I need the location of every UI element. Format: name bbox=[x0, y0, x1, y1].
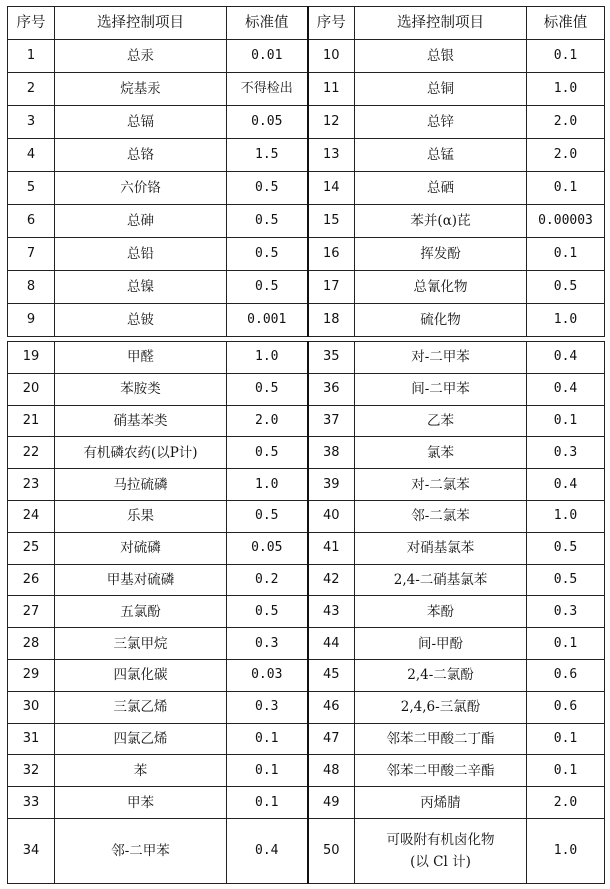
item-name: 四氯乙烯 bbox=[55, 723, 227, 755]
standard-value: 1.0 bbox=[527, 73, 605, 106]
row-number: 2 bbox=[8, 73, 55, 106]
item-name: 甲醛 bbox=[55, 342, 227, 374]
row-number: 26 bbox=[8, 564, 55, 596]
standard-value: 0.5 bbox=[527, 271, 605, 304]
item-name: 邻-二甲苯 bbox=[55, 818, 227, 883]
standard-value: 0.1 bbox=[527, 40, 605, 73]
row-number: 1 bbox=[8, 40, 55, 73]
table-row bbox=[8, 596, 605, 628]
row-number: 4 bbox=[8, 139, 55, 172]
item-name: 间-二甲苯 bbox=[355, 373, 527, 405]
standard-value: 0.05 bbox=[227, 106, 308, 139]
table-part-2 bbox=[8, 342, 605, 884]
item-name: 邻苯二甲酸二丁酯 bbox=[355, 723, 527, 755]
standard-value: 2.0 bbox=[527, 139, 605, 172]
item-name: 四氯化碳 bbox=[55, 659, 227, 691]
standard-value: 0.001 bbox=[227, 304, 308, 337]
item-name: 总锰 bbox=[355, 139, 527, 172]
standard-value: 1.0 bbox=[227, 342, 308, 374]
standard-value: 0.5 bbox=[227, 238, 308, 271]
standard-value: 0.5 bbox=[227, 500, 308, 532]
standard-value: 1.0 bbox=[527, 304, 605, 337]
item-name: 总铬 bbox=[55, 139, 227, 172]
item-name: 2,4-二硝基氯苯 bbox=[355, 564, 527, 596]
item-name: 对-二氯苯 bbox=[355, 469, 527, 501]
row-number: 6 bbox=[8, 205, 55, 238]
table-row bbox=[8, 564, 605, 596]
standard-value: 0.1 bbox=[527, 628, 605, 660]
standard-value: 0.5 bbox=[227, 596, 308, 628]
item-name: 2,4-二氯酚 bbox=[355, 659, 527, 691]
item-name: 对硫磷 bbox=[55, 532, 227, 564]
standard-value: 0.4 bbox=[527, 469, 605, 501]
row-number: 32 bbox=[8, 755, 55, 787]
header-no: 序号 bbox=[308, 7, 355, 40]
item-name: 总铍 bbox=[55, 304, 227, 337]
header-row bbox=[8, 7, 605, 40]
standard-value: 0.6 bbox=[527, 691, 605, 723]
table-row bbox=[8, 691, 605, 723]
row-number: 31 bbox=[8, 723, 55, 755]
row-number: 45 bbox=[308, 659, 355, 691]
row-number: 10 bbox=[308, 40, 355, 73]
table-row bbox=[8, 437, 605, 469]
standard-value: 0.1 bbox=[227, 723, 308, 755]
standard-value: 0.03 bbox=[227, 659, 308, 691]
row-number: 46 bbox=[308, 691, 355, 723]
row-number: 28 bbox=[8, 628, 55, 660]
standard-value: 0.3 bbox=[527, 437, 605, 469]
standard-value: 0.4 bbox=[227, 818, 308, 883]
standard-value: 2.0 bbox=[527, 106, 605, 139]
item-name: 苯并(α)芘 bbox=[355, 205, 527, 238]
row-number: 30 bbox=[8, 691, 55, 723]
row-number: 42 bbox=[308, 564, 355, 596]
item-name: 对-二甲苯 bbox=[355, 342, 527, 374]
item-name: 甲苯 bbox=[55, 787, 227, 819]
table-row bbox=[8, 500, 605, 532]
standard-value: 2.0 bbox=[527, 787, 605, 819]
item-name: 硝基苯类 bbox=[55, 405, 227, 437]
item-name: 总镉 bbox=[55, 106, 227, 139]
standard-value: 0.5 bbox=[227, 172, 308, 205]
item-name: 有机磷农药(以P计) bbox=[55, 437, 227, 469]
standard-value: 0.5 bbox=[227, 373, 308, 405]
row-number: 50 bbox=[308, 818, 355, 883]
item-name: 总锌 bbox=[355, 106, 527, 139]
item-name: 总硒 bbox=[355, 172, 527, 205]
standard-value: 0.3 bbox=[527, 596, 605, 628]
row-number: 37 bbox=[308, 405, 355, 437]
item-name: 甲基对硫磷 bbox=[55, 564, 227, 596]
table-row bbox=[8, 304, 605, 337]
row-number: 44 bbox=[308, 628, 355, 660]
item-name: 邻-二氯苯 bbox=[355, 500, 527, 532]
item-name: 丙烯腈 bbox=[355, 787, 527, 819]
item-name: 马拉硫磷 bbox=[55, 469, 227, 501]
standard-value: 0.5 bbox=[227, 271, 308, 304]
standard-value: 0.4 bbox=[527, 373, 605, 405]
standard-value: 0.5 bbox=[527, 532, 605, 564]
item-name: 烷基汞 bbox=[55, 73, 227, 106]
table-row bbox=[8, 532, 605, 564]
item-name: 间-甲酚 bbox=[355, 628, 527, 660]
standard-value: 1.0 bbox=[527, 500, 605, 532]
standard-value: 0.1 bbox=[227, 787, 308, 819]
table-row bbox=[8, 723, 605, 755]
row-number: 21 bbox=[8, 405, 55, 437]
row-number: 7 bbox=[8, 238, 55, 271]
row-number: 12 bbox=[308, 106, 355, 139]
row-number: 40 bbox=[308, 500, 355, 532]
item-name: 可吸附有机卤化物 (以 Cl 计) bbox=[355, 818, 527, 883]
item-name: 硫化物 bbox=[355, 304, 527, 337]
row-number: 36 bbox=[308, 373, 355, 405]
table-row bbox=[8, 40, 605, 73]
item-name: 对硝基氯苯 bbox=[355, 532, 527, 564]
table-row bbox=[8, 106, 605, 139]
row-number: 29 bbox=[8, 659, 55, 691]
table-row bbox=[8, 405, 605, 437]
item-name: 总铅 bbox=[55, 238, 227, 271]
table-row bbox=[8, 373, 605, 405]
item-name: 挥发酚 bbox=[355, 238, 527, 271]
row-number: 25 bbox=[8, 532, 55, 564]
table-row bbox=[8, 787, 605, 819]
table-row bbox=[8, 271, 605, 304]
item-name: 氯苯 bbox=[355, 437, 527, 469]
standard-value: 0.2 bbox=[227, 564, 308, 596]
row-number: 16 bbox=[308, 238, 355, 271]
item-name: 总铜 bbox=[355, 73, 527, 106]
item-name: 总银 bbox=[355, 40, 527, 73]
standard-value: 1.0 bbox=[227, 469, 308, 501]
row-number: 8 bbox=[8, 271, 55, 304]
standard-value: 0.3 bbox=[227, 691, 308, 723]
table-row bbox=[8, 139, 605, 172]
standard-value: 0.1 bbox=[527, 172, 605, 205]
standard-value: 0.01 bbox=[227, 40, 308, 73]
row-number: 43 bbox=[308, 596, 355, 628]
row-number: 38 bbox=[308, 437, 355, 469]
item-name: 五氯酚 bbox=[55, 596, 227, 628]
row-number: 14 bbox=[308, 172, 355, 205]
row-number: 3 bbox=[8, 106, 55, 139]
row-number: 24 bbox=[8, 500, 55, 532]
item-name: 乙苯 bbox=[355, 405, 527, 437]
standard-value: 0.1 bbox=[527, 405, 605, 437]
standard-value: 2.0 bbox=[227, 405, 308, 437]
row-number: 48 bbox=[308, 755, 355, 787]
item-name: 总汞 bbox=[55, 40, 227, 73]
standard-value: 0.1 bbox=[527, 723, 605, 755]
standard-value: 0.5 bbox=[527, 564, 605, 596]
row-number: 23 bbox=[8, 469, 55, 501]
standard-value: 0.4 bbox=[527, 342, 605, 374]
row-number: 5 bbox=[8, 172, 55, 205]
standard-value: 0.5 bbox=[227, 437, 308, 469]
item-name: 乐果 bbox=[55, 500, 227, 532]
standard-value: 0.1 bbox=[227, 755, 308, 787]
item-name: 总砷 bbox=[55, 205, 227, 238]
header-value: 标准值 bbox=[527, 7, 605, 40]
standards-table bbox=[7, 6, 605, 884]
header-no: 序号 bbox=[8, 7, 55, 40]
item-name: 三氯甲烷 bbox=[55, 628, 227, 660]
table-row bbox=[8, 238, 605, 271]
standard-value: 0.3 bbox=[227, 628, 308, 660]
table-row bbox=[8, 659, 605, 691]
standard-value: 0.05 bbox=[227, 532, 308, 564]
row-number: 17 bbox=[308, 271, 355, 304]
table-row bbox=[8, 818, 605, 883]
table-row bbox=[8, 469, 605, 501]
item-name: 苯 bbox=[55, 755, 227, 787]
row-number: 22 bbox=[8, 437, 55, 469]
standards-table-container bbox=[7, 6, 605, 884]
item-name: 苯酚 bbox=[355, 596, 527, 628]
table-row bbox=[8, 755, 605, 787]
row-number: 19 bbox=[8, 342, 55, 374]
table-row bbox=[8, 628, 605, 660]
item-name: 总氰化物 bbox=[355, 271, 527, 304]
header-item: 选择控制项目 bbox=[55, 7, 227, 40]
row-number: 20 bbox=[8, 373, 55, 405]
item-name: 苯胺类 bbox=[55, 373, 227, 405]
row-number: 15 bbox=[308, 205, 355, 238]
standard-value: 0.1 bbox=[527, 755, 605, 787]
row-number: 39 bbox=[308, 469, 355, 501]
row-number: 47 bbox=[308, 723, 355, 755]
row-number: 34 bbox=[8, 818, 55, 883]
table-row bbox=[8, 73, 605, 106]
row-number: 49 bbox=[308, 787, 355, 819]
table-row bbox=[8, 205, 605, 238]
standard-value: 0.00003 bbox=[527, 205, 605, 238]
row-number: 18 bbox=[308, 304, 355, 337]
standard-value: 0.5 bbox=[227, 205, 308, 238]
standard-value: 1.5 bbox=[227, 139, 308, 172]
item-name: 2,4,6-三氯酚 bbox=[355, 691, 527, 723]
item-name: 三氯乙烯 bbox=[55, 691, 227, 723]
row-number: 41 bbox=[308, 532, 355, 564]
row-number: 35 bbox=[308, 342, 355, 374]
standard-value: 不得检出 bbox=[227, 73, 308, 106]
header-item: 选择控制项目 bbox=[355, 7, 527, 40]
row-number: 27 bbox=[8, 596, 55, 628]
item-name: 邻苯二甲酸二辛酯 bbox=[355, 755, 527, 787]
standard-value: 0.1 bbox=[527, 238, 605, 271]
standard-value: 1.0 bbox=[527, 818, 605, 883]
row-number: 13 bbox=[308, 139, 355, 172]
standard-value: 0.6 bbox=[527, 659, 605, 691]
table-row bbox=[8, 342, 605, 374]
table-part-1 bbox=[8, 40, 605, 337]
item-name: 总镍 bbox=[55, 271, 227, 304]
header-value: 标准值 bbox=[227, 7, 308, 40]
table-row bbox=[8, 172, 605, 205]
row-number: 9 bbox=[8, 304, 55, 337]
row-number: 11 bbox=[308, 73, 355, 106]
item-name: 六价铬 bbox=[55, 172, 227, 205]
row-number: 33 bbox=[8, 787, 55, 819]
